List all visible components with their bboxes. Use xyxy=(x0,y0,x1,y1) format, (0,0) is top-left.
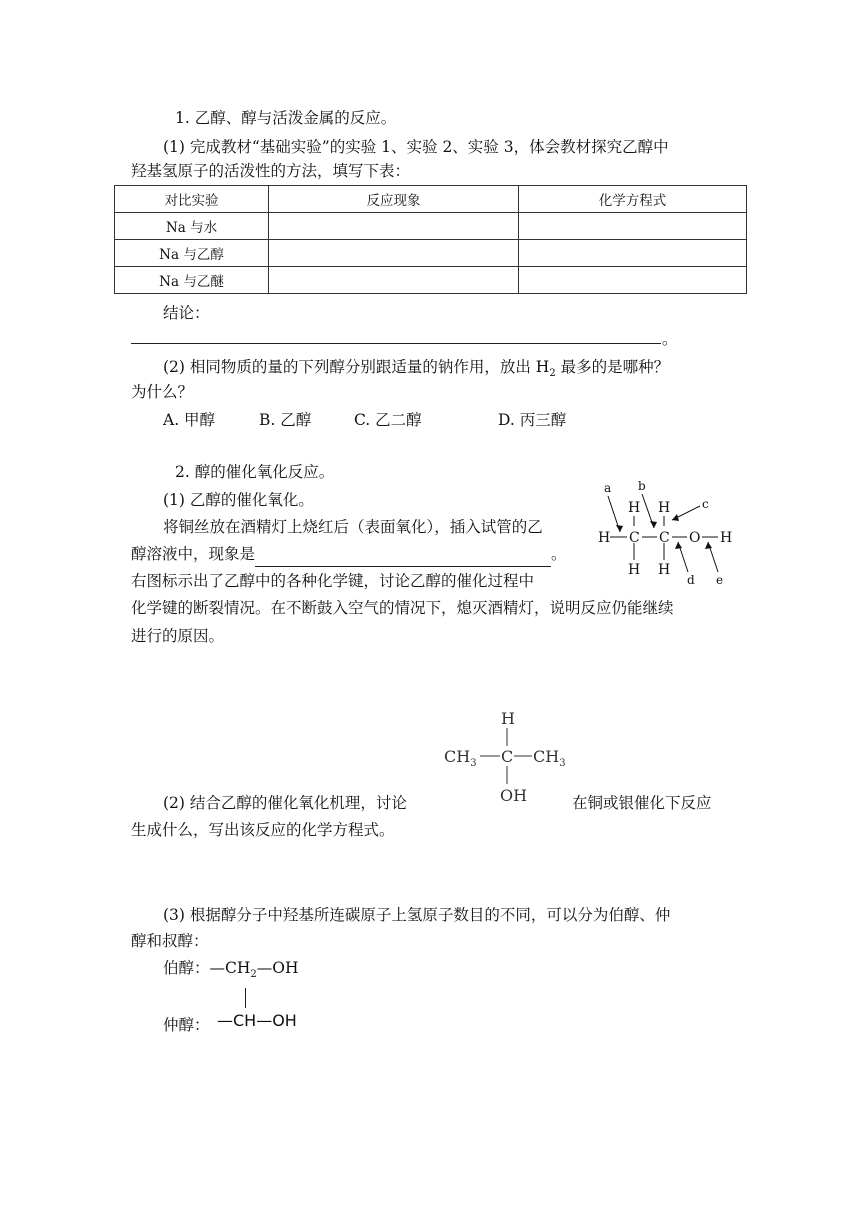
atom-c: C xyxy=(629,530,640,546)
ethanol-bond-diagram xyxy=(590,476,750,586)
table-header: 反应现象 xyxy=(269,186,519,213)
table-cell[interactable] xyxy=(519,240,747,267)
table-cell: Na 与水 xyxy=(115,213,269,240)
p1-line4: 化学键的断裂情况。在不断鼓入空气的情况下，熄灭酒精灯，说明反应仍能继续 xyxy=(131,599,674,617)
struct-center-c: C xyxy=(501,747,514,766)
q2-line1 xyxy=(163,354,669,387)
sub3-line2: 醇和叔醇： xyxy=(131,932,209,950)
primary-alcohol xyxy=(163,955,299,988)
table-header: 对比实验 xyxy=(115,186,269,213)
q2-text-a: (2) 相同物质的量的下列醇分别跟适量的钠作用，放出 H xyxy=(163,358,550,376)
atom-h: H xyxy=(628,562,641,578)
primary-formula-a: —CH xyxy=(209,959,251,977)
isopropanol-structure xyxy=(440,704,580,808)
sub1-title: (1) 乙醇的催化氧化。 xyxy=(163,491,314,509)
atom-o: O xyxy=(689,530,701,546)
section2-title: 2. 醇的催化氧化反应。 xyxy=(175,463,335,481)
p1-line2 xyxy=(131,541,567,567)
struct-left-group: $CH_3$ xyxy=(444,747,477,769)
struct-top-h: H xyxy=(501,709,515,728)
table-cell: Na 与乙醚 xyxy=(115,267,269,294)
atom-h: H xyxy=(658,500,671,516)
q1-line1: (1) 完成教材“基础实验”的实验 1、实验 2、实验 3，体会教材探究乙醇中 xyxy=(163,138,669,156)
atom-h: H xyxy=(628,500,641,516)
sub3-line1: (3) 根据醇分子中羟基所连碳原子上氢原子数目的不同，可以分为伯醇、仲 xyxy=(163,906,671,924)
table-cell[interactable] xyxy=(269,213,519,240)
bond-label-e: e xyxy=(716,573,724,586)
secondary-formula: —CH—OH xyxy=(217,1011,297,1030)
p1-line3: 右图标示出了乙醇中的各种化学键，讨论乙醇的催化过程中 xyxy=(131,572,535,590)
experiment-table xyxy=(114,185,747,294)
option-c[interactable]: C. 乙二醇 xyxy=(354,411,422,429)
struct-right-group: $CH_3$ xyxy=(533,747,566,769)
primary-formula-b: —OH xyxy=(256,959,299,977)
option-d[interactable]: D. 丙三醇 xyxy=(498,411,567,429)
table-cell: Na 与乙醇 xyxy=(115,240,269,267)
table-cell[interactable] xyxy=(269,240,519,267)
phenomenon-blank[interactable] xyxy=(255,548,551,567)
sub2-text-b: 在铜或银催化下反应 xyxy=(572,794,712,812)
q1-line2: 羟基氢原子的活泼性的方法，填写下表： xyxy=(131,162,411,180)
table-cell[interactable] xyxy=(269,267,519,294)
q2-subscript: 2 xyxy=(549,368,556,380)
option-a[interactable]: A. 甲醇 xyxy=(163,411,216,429)
conclusion-label: 结论： xyxy=(163,304,210,322)
bond-label-d: d xyxy=(687,573,695,586)
atom-c: C xyxy=(659,530,670,546)
table-header-row xyxy=(115,186,747,213)
secondary-bond-line xyxy=(245,988,246,1008)
atom-h: H xyxy=(598,530,611,546)
p1-line1: 将铜丝放在酒精灯上烧红后（表面氧化），插入试管的乙 xyxy=(163,518,543,536)
atom-h: H xyxy=(720,530,733,546)
atom-h: H xyxy=(658,562,671,578)
p1-line5: 进行的原因。 xyxy=(131,627,225,645)
q2-line2: 为什么？ xyxy=(131,383,194,401)
sub2-line2: 生成什么，写出该反应的化学方程式。 xyxy=(131,821,395,839)
section1-title: 1. 乙醇、醇与活泼金属的反应。 xyxy=(175,109,397,127)
table-cell[interactable] xyxy=(519,267,747,294)
primary-formula-sub: 2 xyxy=(250,969,257,981)
conclusion-end: 。 xyxy=(662,330,678,348)
q2-text-b: 最多的是哪种？ xyxy=(555,358,670,376)
bond-label-a: a xyxy=(604,481,612,495)
conclusion-blank[interactable] xyxy=(131,343,661,344)
struct-bottom-oh: OH xyxy=(500,786,528,805)
table-row xyxy=(115,213,747,240)
bond-label-b: b xyxy=(638,479,646,493)
sub2-text-a: (2) 结合乙醇的催化氧化机理，讨论 xyxy=(163,794,407,812)
secondary-label: 仲醇： xyxy=(163,1016,210,1034)
primary-label: 伯醇： xyxy=(163,959,210,977)
table-cell[interactable] xyxy=(519,213,747,240)
table-row xyxy=(115,267,747,294)
bond-label-c: c xyxy=(702,497,709,511)
table-row xyxy=(115,240,747,267)
p1-line2-text: 醇溶液中，现象是 xyxy=(131,545,256,563)
p1-line2-end: 。 xyxy=(551,545,567,563)
option-b[interactable]: B. 乙醇 xyxy=(259,411,312,429)
table-header: 化学方程式 xyxy=(519,186,747,213)
